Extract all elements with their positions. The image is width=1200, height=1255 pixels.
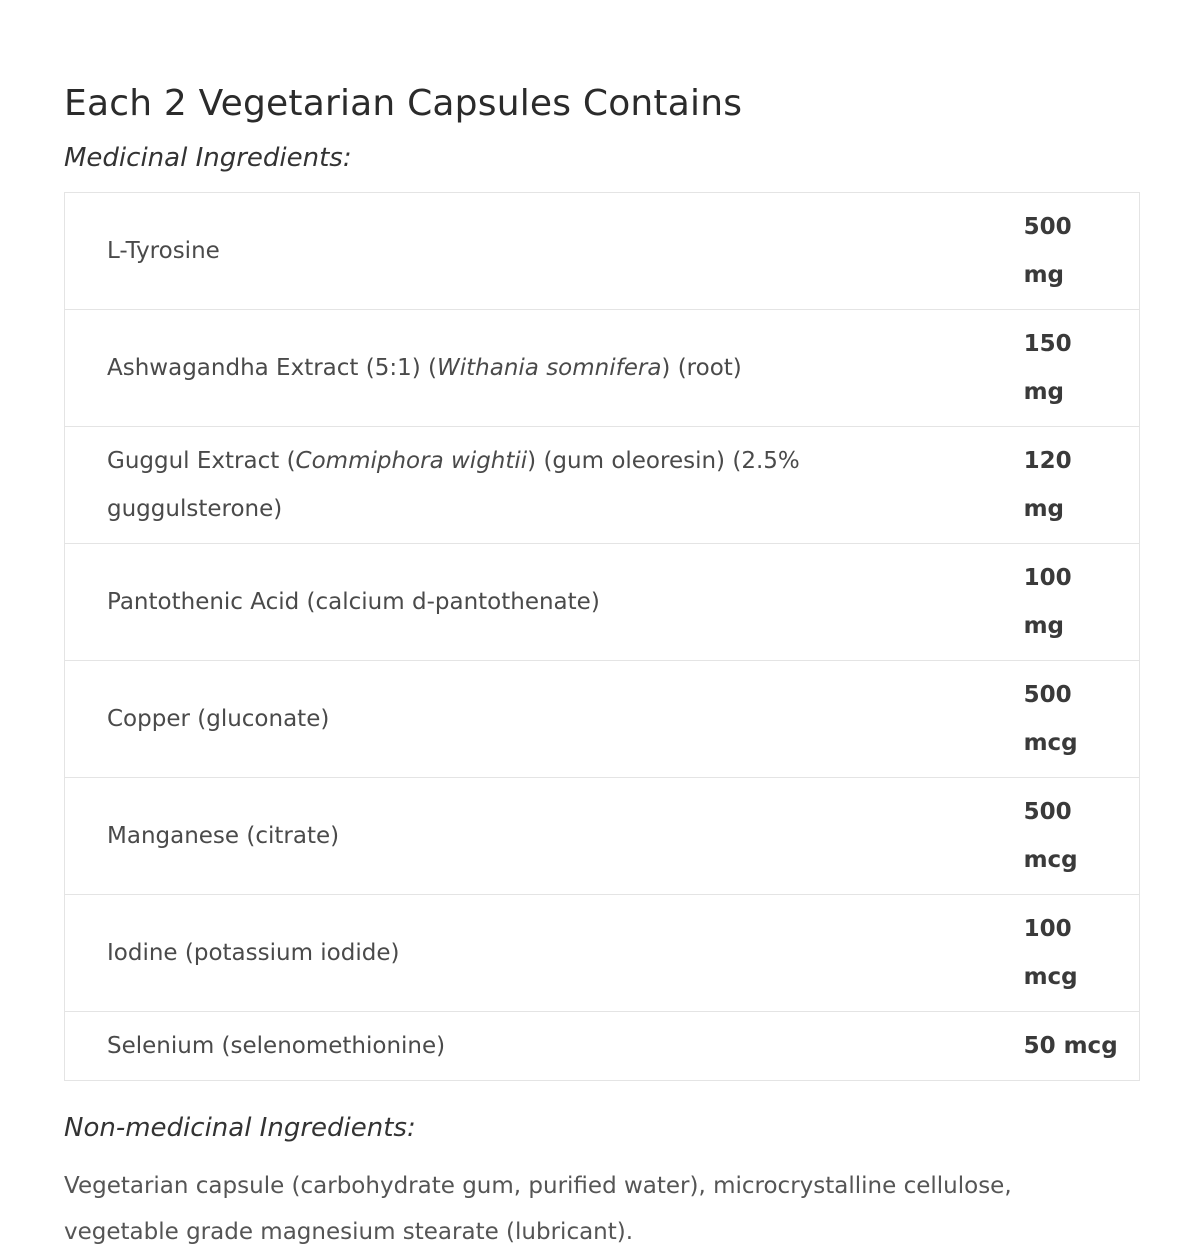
ingredient-amount: 100 mcg [907,895,1140,1012]
ingredient-amount: 500 mcg [907,778,1140,895]
table-row [65,661,1140,778]
ingredient-name [65,310,907,427]
table-row [65,778,1140,895]
ingredient-name: Copper (gluconate) [65,661,907,778]
table-row [65,544,1140,661]
ingredient-name-part: ) (root) [661,355,742,381]
ingredient-name-part: ) (gum oleoresin) (2.5% guggulsterone) [107,448,800,522]
medicinal-ingredients-table [64,192,1140,1081]
table-row [65,427,1140,544]
ingredient-name-part: Guggul Extract ( [107,448,296,474]
ingredient-name-part: Ashwagandha Extract (5:1) ( [107,355,437,381]
ingredient-name: L-Tyrosine [65,193,907,310]
medicinal-ingredients-heading: Medicinal Ingredients: [64,143,352,173]
ingredient-name: Pantothenic Acid (calcium d-pantothenate) [65,544,907,661]
ingredient-name [65,427,907,544]
ingredient-latin-name: Commiphora wightii [295,448,528,474]
ingredient-amount: 120 mg [907,427,1140,544]
ingredient-amount: 500 mg [907,193,1140,310]
page-title: Each 2 Vegetarian Capsules Contains [64,83,743,124]
table-row [65,310,1140,427]
ingredient-name: Manganese (citrate) [65,778,907,895]
ingredient-amount: 150 mg [907,310,1140,427]
ingredient-name: Iodine (potassium iodide) [65,895,907,1012]
ingredient-name: Selenium (selenomethionine) [65,1012,907,1081]
table-row [65,895,1140,1012]
ingredient-amount: 100 mg [907,544,1140,661]
ingredient-amount: 50 mcg [907,1012,1140,1081]
ingredient-latin-name: Withania somnifera [437,355,662,381]
non-medicinal-ingredients-text: Vegetarian capsule (carbohydrate gum, purified water), microcrystalline cellulose, vegetable grade magnesium stearate (lubricant). [64,1173,1012,1245]
table-row [65,193,1140,310]
ingredient-amount: 500 mcg [907,661,1140,778]
supplement-facts-panel [64,78,1140,1255]
non-medicinal-ingredients-heading: Non-medicinal Ingredients: [64,1113,416,1143]
table-row [65,1012,1140,1081]
